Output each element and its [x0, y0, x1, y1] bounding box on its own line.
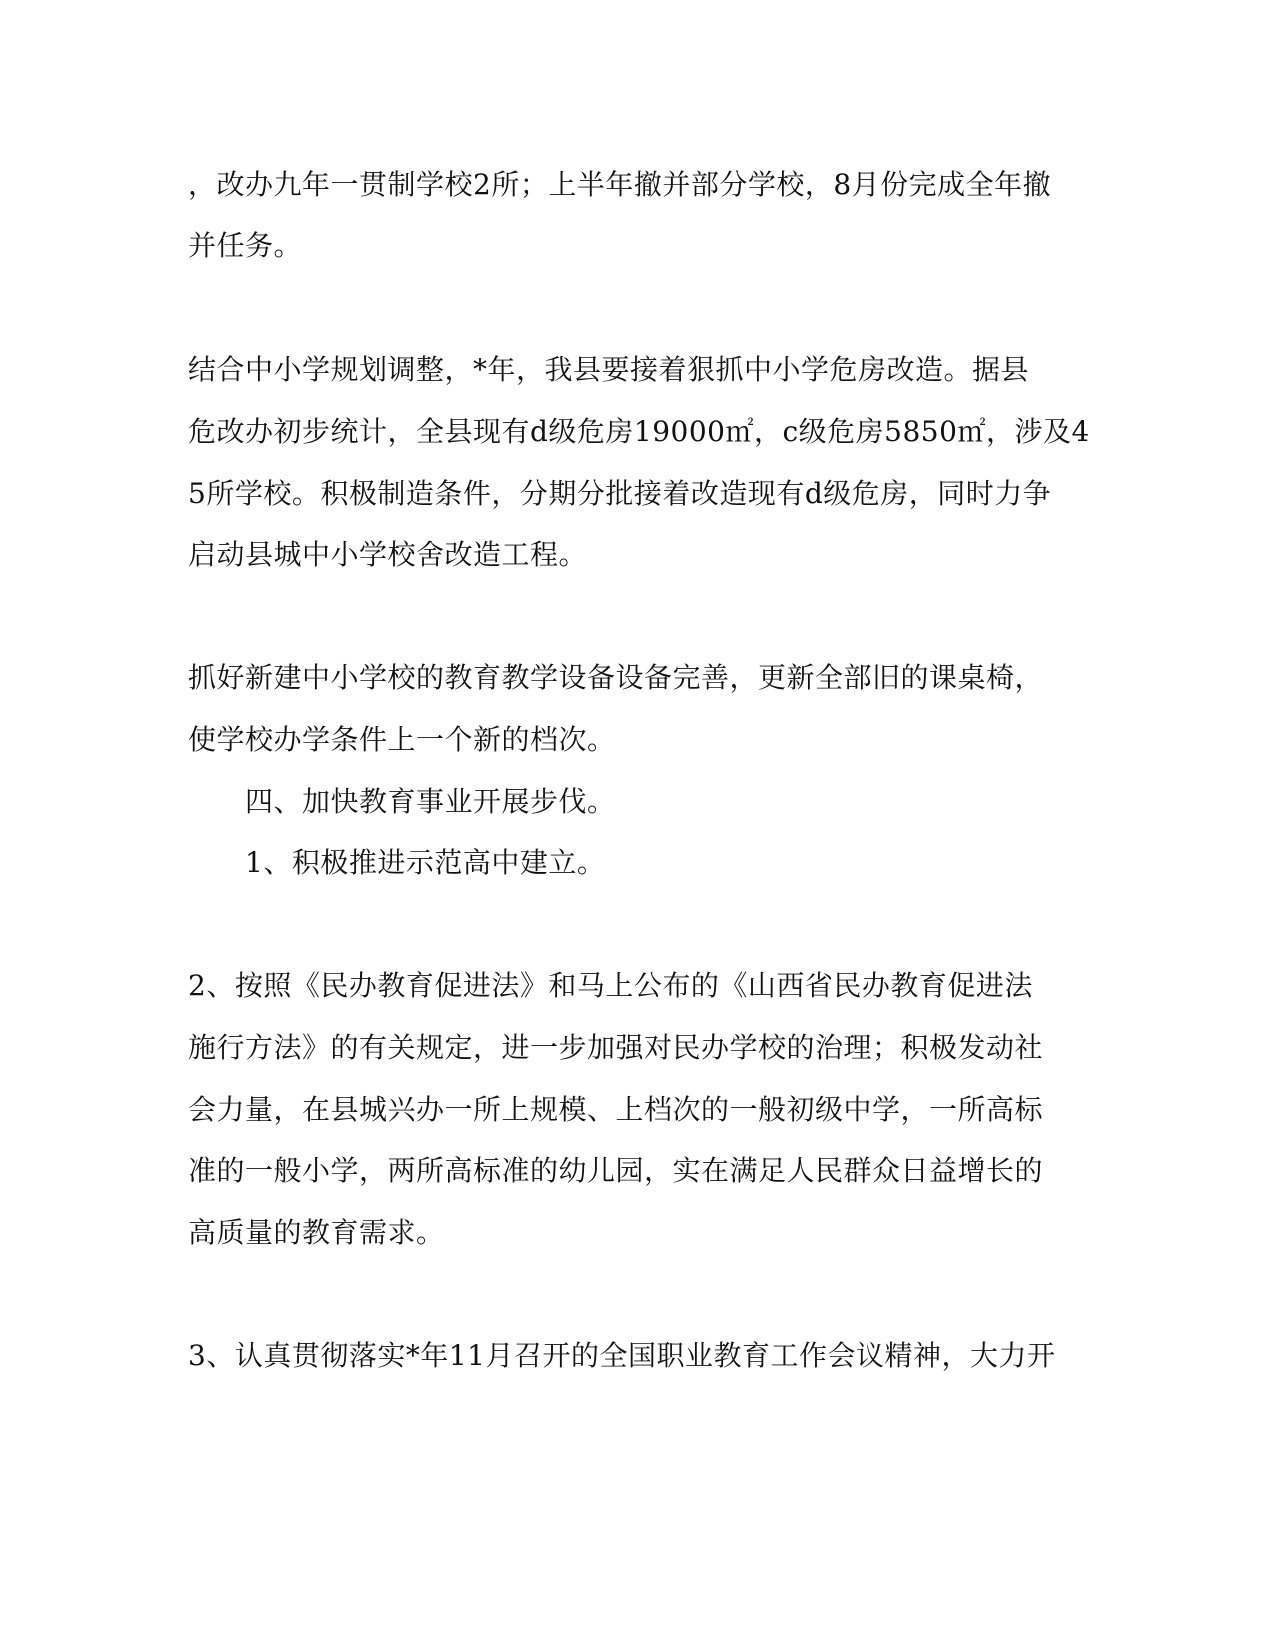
- text-line: 危改办初步统计，全县现有d级危房19000㎡，c级危房5850㎡，涉及4: [188, 415, 1090, 448]
- text-line: 并任务。: [188, 229, 303, 262]
- text-line: 会力量，在县城兴办一所上规模、上档次的一般初级中学，一所高标: [188, 1093, 1044, 1126]
- section-heading: 四、加快教育事业开展步伐。: [245, 785, 616, 818]
- text-line: 使学校办学条件上一个新的档次。: [188, 723, 616, 756]
- text-line: ，改办九年一贯制学校2所；上半年撤并部分学校，8月份完成全年撤: [188, 168, 1052, 201]
- text-line: 3、认真贯彻落实*年11月召开的全国职业教育工作会议精神，大力开: [188, 1339, 1056, 1372]
- text-line: 启动县城中小学校舍改造工程。: [188, 538, 588, 571]
- text-line: 结合中小学规划调整，*年，我县要接着狠抓中小学危房改造。据县: [188, 353, 1030, 386]
- text-line: 高质量的教育需求。: [188, 1216, 445, 1249]
- text-line: 准的一般小学，两所高标准的幼儿园，实在满足人民群众日益增长的: [188, 1154, 1044, 1187]
- text-line: 抓好新建中小学校的教育教学设备设备完善，更新全部旧的课桌椅，: [188, 661, 1044, 694]
- list-item-heading: 1、积极推进示范高中建立。: [245, 846, 606, 879]
- text-line: 施行方法》的有关规定，进一步加强对民办学校的治理；积极发动社: [188, 1031, 1044, 1064]
- text-line: 5所学校。积极制造条件，分期分批接着改造现有d级危房，同时力争: [188, 477, 1052, 510]
- text-line: 2、按照《民办教育促进法》和马上公布的《山西省民办教育促进法: [188, 969, 1033, 1002]
